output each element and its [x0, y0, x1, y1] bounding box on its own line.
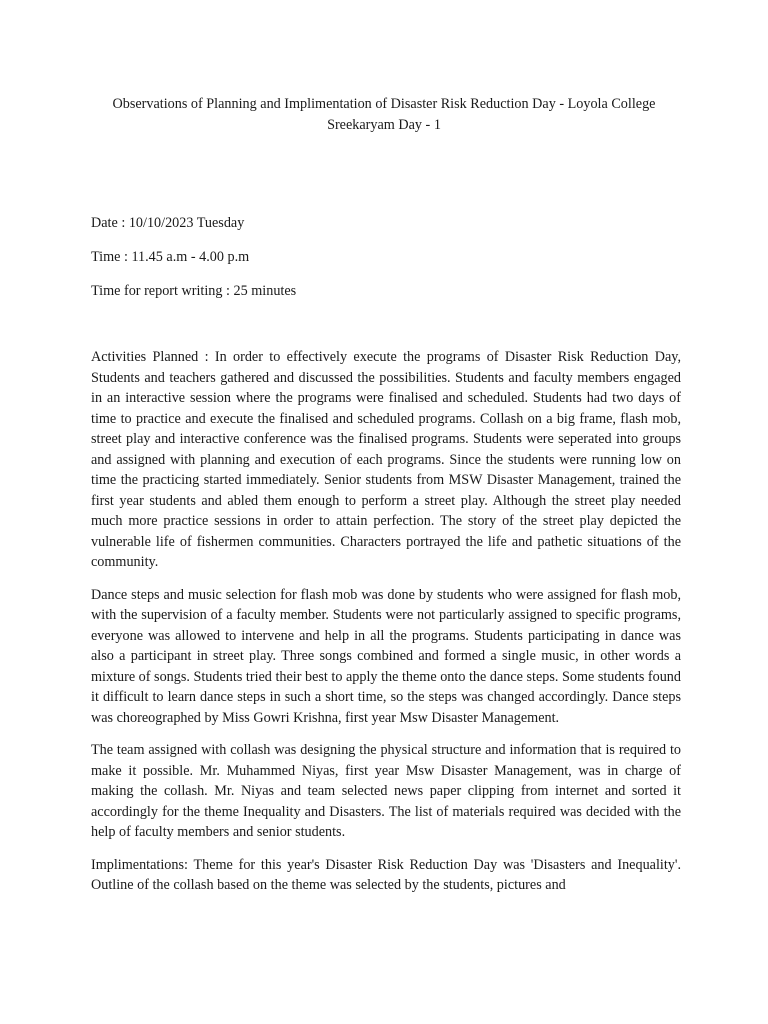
date-line: Date : 10/10/2023 Tuesday	[91, 215, 245, 231]
document-title	[80, 94, 688, 135]
paragraph-activities-planned: Activities Planned : In order to effectively execute the programs of Disaster Risk Reduction Day, Students and teachers gathered and discussed the possibilities. Students and faculty members engaged in an interactive session where the programs were finalised and scheduled. Students had two days of time to practice and execute the finalised and scheduled programs. Collash on a big frame, flash mob, street play and interactive conference was the finalised programs. Students were seperated into groups and assigned with planning and execution of each programs. Since the students were running low on time the practicing started immediately. Senior students from MSW Disaster Management, trained the first year students and abled them enough to perform a street play. Although the street play needed much more practice sessions in order to attain perfection. The story of the street play depicted the vulnerable life of fishermen communities. Characters portrayed the life and pathetic situations of the community.	[91, 349, 681, 570]
document-body	[91, 347, 681, 908]
title-line-2: Sreekaryam Day - 1	[327, 116, 441, 133]
paragraph-collash-team: The team assigned with collash was designing the physical structure and information that is required to make it possible. Mr. Muhammed Niyas, first year Msw Disaster Management, was in charge of making the collash. Mr. Niyas and team selected news paper clipping from internet and sorted it accordingly for the theme Inequality and Disasters. The list of materials required was decided with the help of faculty members and senior students.	[91, 742, 681, 840]
time-line: Time : 11.45 a.m - 4.00 p.m	[91, 249, 250, 265]
title-line-1: Observations of Planning and Implimentation of Disaster Risk Reduction Day - Loyola College	[112, 96, 656, 112]
paragraph-dance-flash-mob: Dance steps and music selection for flash mob was done by students who were assigned for flash mob, with the supervision of a faculty member. Students were not particularly assigned to specific programs, everyone was allowed to intervene and help in all the programs. Students participating in dance was also a participant in street play. Three songs combined and formed a single music, in other words a mixture of songs. Students tried their best to apply the theme onto the dance steps. Some students found it difficult to learn dance steps in such a short time, so the steps was changed accordingly. Dance steps was choreographed by Miss Gowri Krishna, first year Msw Disaster Management.	[91, 586, 681, 726]
paragraph-implimentations: Implimentations: Theme for this year's Disaster Risk Reduction Day was 'Disasters and Inequality'. Outline of the collash based on the theme was selected by the students, pictures and	[91, 856, 681, 893]
report-writing-time-line: Time for report writing : 25 minutes	[91, 283, 297, 299]
